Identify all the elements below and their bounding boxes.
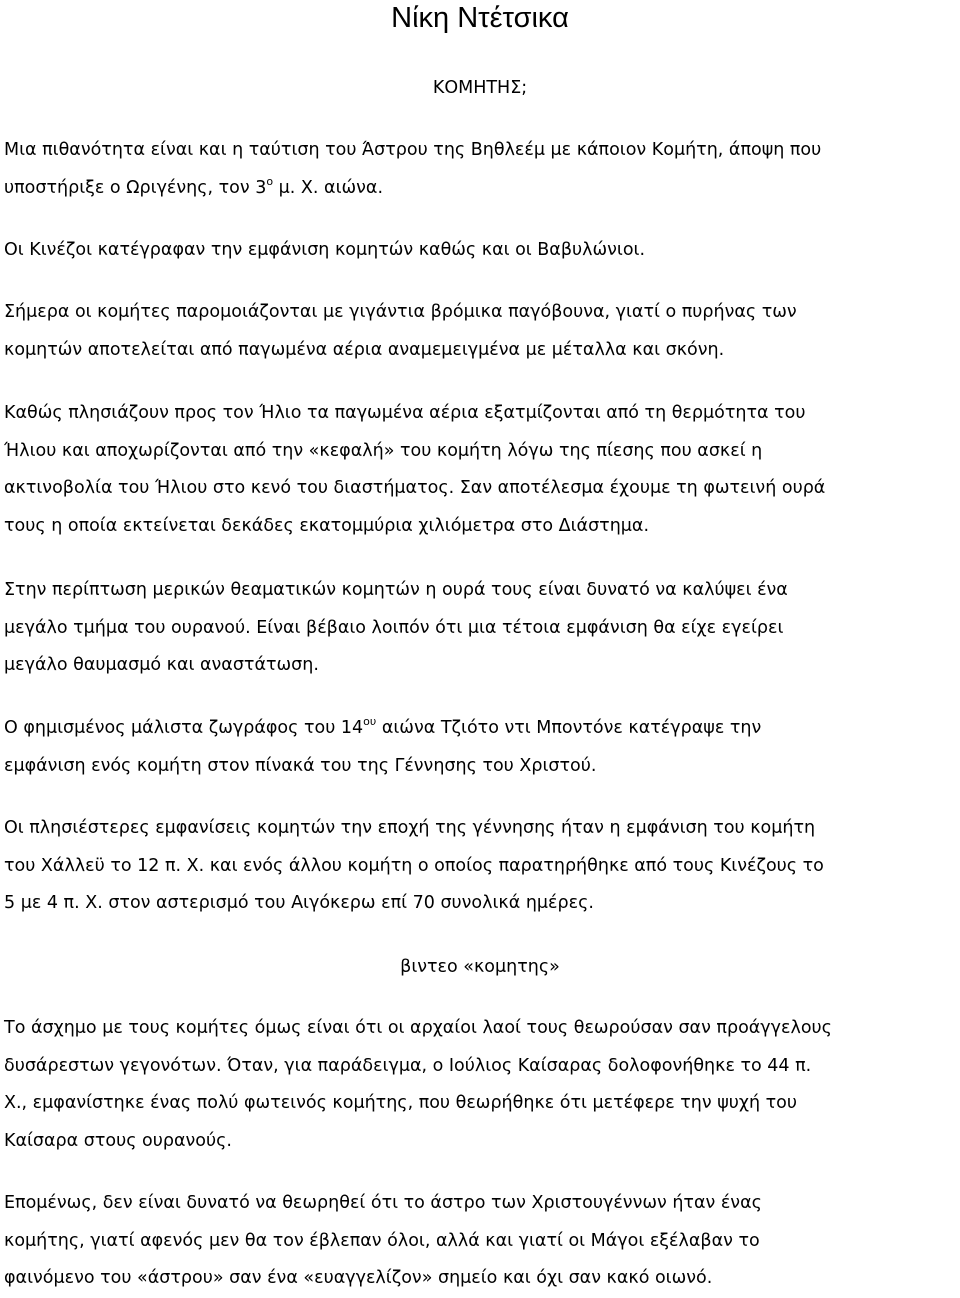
paragraph-7	[4, 810, 960, 923]
text-line	[4, 710, 960, 748]
text-line: Χ., εμφανίστηκε ένας πολύ φωτεινός κομήτης, που θεωρήθηκε ότι μετέφερε την ψυχή του	[4, 1093, 797, 1113]
text-line: μεγάλο τμήμα του ουρανού. Είναι βέβαιο λοιπόν ότι μια τέτοια εμφάνιση θα είχε εγείρει	[4, 617, 784, 638]
paragraph-5	[4, 572, 960, 685]
video-label: βιντεο «κομητης»	[400, 957, 560, 977]
text-span: Ο φημισμένος μάλιστα ζωγράφος του 14	[4, 718, 364, 738]
text-line: φαινόμενο του «άστρου» σαν ένα «ευαγγελίζον» σημείο και όχι σαν κακό οιωνό.	[4, 1268, 713, 1288]
text-line: Μια πιθανότητα είναι και η ταύτιση του Άστρου της Βηθλεέμ με κάποιον Κομήτη, άποψη που	[4, 140, 822, 160]
text-line: Καίσαρα στους ουρανούς.	[4, 1130, 232, 1151]
paragraph-2	[4, 232, 960, 270]
author-title: Νίκη Ντέτσικα	[391, 2, 569, 34]
text-line: του Χάλλεϋ το 12 π. Χ. και ενός άλλου κομήτη ο οποίος παρατηρήθηκε από τους Κινέζους το	[4, 855, 824, 876]
paragraph-4	[4, 395, 960, 545]
paragraph-8	[4, 1010, 960, 1160]
text-line: μεγάλο θαυμασμό και αναστάτωση.	[4, 655, 319, 675]
text-line: Οι πλησιέστερες εμφανίσεις κομητών την εποχή της γέννησης ήταν η εμφάνιση του κομήτη	[4, 818, 816, 838]
text-line: Στην περίπτωση μερικών θεαματικών κομητών η ουρά τους είναι δυνατό να καλύψει ένα	[4, 580, 788, 600]
text-line: Οι Κινέζοι κατέγραφαν την εμφάνιση κομητών καθώς και οι Βαβυλώνιοι.	[4, 240, 646, 260]
text-line: 5 με 4 π. Χ. στον αστερισμό του Αιγόκερω επί 70 συνολικά ημέρες.	[4, 893, 594, 913]
text-line: Το άσχημο με τους κομήτες όμως είναι ότι οι αρχαίοι λαοί τους θεωρούσαν σαν προάγγελους	[4, 1018, 832, 1038]
section-heading: ΚΟΜΗΤΗΣ;	[432, 78, 528, 98]
text-line: εμφάνιση ενός κομήτη στον πίνακά του της Γέννησης του Χριστού.	[4, 755, 597, 776]
text-line: ακτινοβολία του Ήλιου στο κενό του διαστήματος. Σαν αποτέλεσμα έχουμε τη φωτεινή ουρά	[4, 478, 826, 498]
text-line: Καθώς πλησιάζουν προς τον Ήλιο τα παγωμένα αέρια εξατμίζονται από τη θερμότητα του	[4, 403, 806, 423]
paragraph-9	[4, 1185, 960, 1298]
text-line: κομήτης, γιατί αφενός μεν θα τον έβλεπαν όλοι, αλλά και γιατί οι Μάγοι εξέλαβαν το	[4, 1230, 760, 1251]
text-line: δυσάρεστων γεγονότων. Όταν, για παράδειγμα, ο Ιούλιος Καίσαρας δολοφονήθηκε το 44 π.	[4, 1055, 812, 1076]
superscript: ου	[363, 715, 377, 728]
text-span: μ. Χ. αιώνα.	[273, 177, 384, 198]
paragraph-3	[4, 294, 960, 369]
text-span: υποστήριξε ο Ωριγένης, τον 3	[4, 177, 267, 198]
text-line: Σήμερα οι κομήτες παρομοιάζονται με γιγάντια βρόμικα παγόβουνα, γιατί ο πυρήνας των	[4, 302, 797, 322]
text-line: Ήλιου και αποχωρίζονται από την «κεφαλή» του κομήτη λόγω της πίεσης που ασκεί η	[4, 440, 763, 461]
text-line: τους η οποία εκτείνεται δεκάδες εκατομμύρια χιλιόμετρα στο Διάστημα.	[4, 515, 650, 536]
paragraph-1	[4, 132, 960, 207]
paragraph-6	[4, 710, 960, 785]
text-span: αιώνα Τζιότο ντι Μποντόνε κατέγραψε την	[376, 718, 762, 738]
text-line: κομητών αποτελείται από παγωμένα αέρια αναμεμειγμένα με μέταλλα και σκόνη.	[4, 339, 725, 360]
text-line	[4, 170, 960, 208]
text-line: Επομένως, δεν είναι δυνατό να θεωρηθεί ότι το άστρο των Χριστουγέννων ήταν ένας	[4, 1193, 762, 1213]
superscript: ο	[266, 174, 274, 188]
